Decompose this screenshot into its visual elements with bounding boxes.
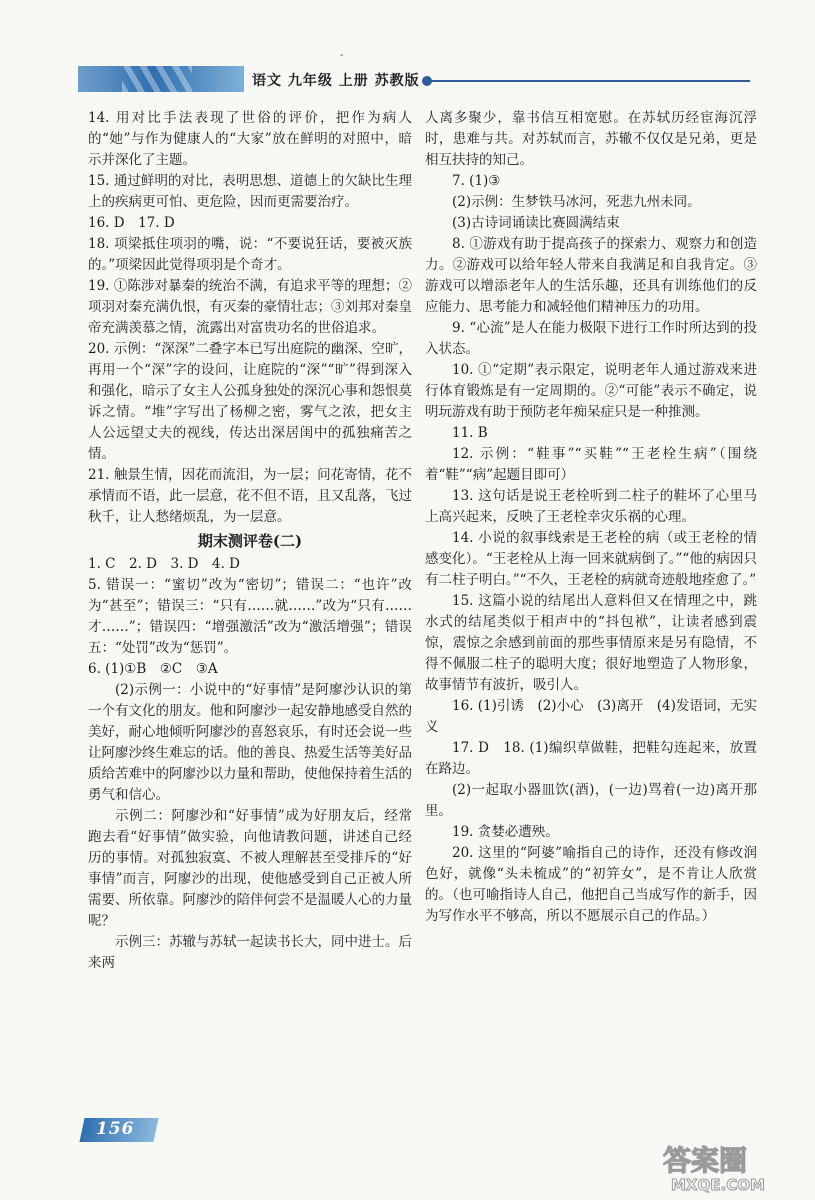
section-heading: 期末测评卷(二) [197, 532, 303, 550]
answer-paragraph: 10. ①“定期”表示限定，说明老年人通过游戏来进行体育锻炼是有一定周期的。②“可能”表示不确定，说明玩游戏有助于预防老年痴呆症只是一种推测。 [425, 362, 757, 420]
answer-paragraph: (2)示例一：小说中的“好事情”是阿廖沙认识的第一个有文化的朋友。他和阿廖沙一起安静地感受自然的美好，耐心地倾听阿廖沙的喜怒哀乐，有时还会说一些让阿廖沙终生难忘的话。他的善良、热爱生活等美好品质给苦难中的阿廖沙以力量和帮助，使他保持着生活的勇气和信心。 [88, 682, 412, 803]
header-title: 语文 九年级 上册 苏教版 [252, 73, 420, 89]
answer-paragraph: 16. D 17. D [88, 215, 175, 231]
answer-paragraph: (2)一起取小器皿饮(酒)，(一边)骂着(一边)离开那里。 [425, 782, 757, 819]
answer-paragraph: (2)示例：生梦铁马冰河，死悲九州未同。 [452, 194, 701, 210]
answer-paragraph: 20. 这里的“阿婆”喻指自己的诗作，还没有修改润色好，就像“头未梳成”的“初笄女”，是不肯让人欣赏的。（也可喻指诗人自己，他把自己当成写作的新手，因为写作水平不够高，所以不愿展示自己的作品。） [425, 845, 757, 924]
header-rule [428, 80, 750, 82]
answer-paragraph: 示例三：苏辙与苏轼一起读书长大，同中进士。后来两 [88, 934, 412, 971]
answer-paragraph: 13. 这句话是说王老栓听到二柱子的鞋坏了心里马上高兴起来，反映了王老栓幸灾乐祸的心理。 [425, 488, 757, 525]
answer-paragraph: 14. 小说的叙事线索是王老栓的病（或王老栓的情感变化）。“王老栓从上海一回来就病倒了。”“他的病因只有二柱子明白。”“不久，王老栓的病就奇迹般地痊愈了。” [425, 530, 757, 588]
answer-paragraph: 19. ①陈涉对暴秦的统治不满，有追求平等的理想；②项羽对秦充满仇恨，有灭秦的豪情壮志；③刘邦对秦皇帝充满羡慕之情，流露出对富贵功名的世俗追求。 [88, 278, 412, 336]
answer-paragraph: (3)古诗词诵读比赛圆满结束 [452, 215, 620, 231]
answer-paragraph: 人离多聚少，靠书信互相宽慰。在苏轼历经宦海沉浮时，患难与共。对苏轼而言，苏辙不仅仅是兄弟，更是相互扶持的知己。 [425, 110, 757, 168]
answer-paragraph: 16. (1)引诱 (2)小心 (3)离开 (4)发语词，无实义 [425, 698, 757, 735]
answer-paragraph: 8. ①游戏有助于提高孩子的探索力、观察力和创造力。②游戏可以给年轻人带来自我满足和自我肯定。③游戏可以增添老年人的生活乐趣，还具有训练他们的反应能力、思考能力和减轻他们精神压力的功用。 [425, 236, 757, 315]
answer-paragraph: 11. B [452, 425, 488, 441]
answer-paragraph: 9. “心流”是人在能力极限下进行工作时所达到的投入状态。 [425, 320, 757, 357]
answer-paragraph: 6. (1)①B ②C ③A [88, 661, 218, 677]
page-number: 156 [96, 1119, 135, 1139]
answer-paragraph: 19. 贪婪必遭殃。 [452, 824, 559, 840]
top-mark: - [340, 50, 344, 61]
answer-paragraph: 17. D 18. (1)编织草做鞋，把鞋勾连起来，放置在路边。 [425, 740, 757, 777]
answer-paragraph: 12. 示例：“鞋事”“买鞋”“王老栓生病”（围绕着“鞋”“病”起题目即可） [425, 446, 757, 483]
header-banner [78, 66, 244, 92]
answer-paragraph: 14. 用对比手法表现了世俗的评价，把作为病人的“她”与作为健康人的“大家”放在鲜明的对照中，暗示并深化了主题。 [88, 110, 412, 168]
left-column [88, 108, 412, 974]
answer-paragraph: 15. 这篇小说的结尾出人意料但又在情理之中，跳水式的结尾类似于相声中的“抖包袱”，让读者感到震惊，震惊之余感到前面的那些事情原来是另有隐情，不得不佩服二柱子的聪明大度；很好地塑造了人物形象，故事情节有波折，吸引人。 [425, 593, 757, 693]
watermark-line1: 答案圈 [663, 1144, 748, 1177]
answer-paragraph: 示例二：阿廖沙和“好事情”成为好朋友后，经常跑去看“好事情”做实验，向他请教问题，讲述自己经历的事情。对孤独寂寞、不被人理解甚至受排斥的“好事情”而言，阿廖沙的出现，使他感受到自己正被人所需要、所依靠。阿廖沙的陪伴何尝不是温暖人心的力量呢？ [88, 808, 412, 929]
answer-paragraph: 7. (1)③ [452, 173, 501, 189]
watermark-line2: MXQE.COM [671, 1176, 765, 1194]
answer-paragraph: 15. 通过鲜明的对比，表明思想、道德上的欠缺比生理上的疾病更可怕、更危险，因而更需要治疗。 [88, 173, 412, 210]
page-header [0, 0, 815, 110]
answer-paragraph: 1. C 2. D 3. D 4. D [88, 556, 240, 572]
answer-paragraph: 5. 错误一：“蜜切”改为“密切”；错误二：“也许”改为“甚至”；错误三：“只有……就……”改为“只有……才……”；错误四：“增强激活”改为“激活增强”；错误五：“处罚”改为“惩罚”。 [88, 577, 412, 656]
answer-paragraph: 20. 示例：“深深”二叠字本已写出庭院的幽深、空旷，再用一个“深”字的设问，让庭院的“深”“旷”得到深入和强化，暗示了女主人公孤身独处的深沉心事和怨恨莫诉之情。“堆”字写出了杨柳之密，雾气之浓，把女主人公远望丈夫的视线，传达出深居闺中的孤独痛苦之情。 [88, 341, 412, 462]
watermark-logo [655, 1138, 805, 1196]
answer-paragraph: 21. 触景生情，因花而流泪，为一层；问花寄情，花不承情而不语，此一层意，花不但不语，且又乱落，飞过秋千，让人愁绪烦乱，为一层意。 [88, 467, 412, 525]
answer-paragraph: 18. 项梁抵住项羽的嘴，说：“不要说狂话，要被灭族的。”项梁因此觉得项羽是个奇才。 [88, 236, 412, 273]
right-column [425, 108, 757, 927]
